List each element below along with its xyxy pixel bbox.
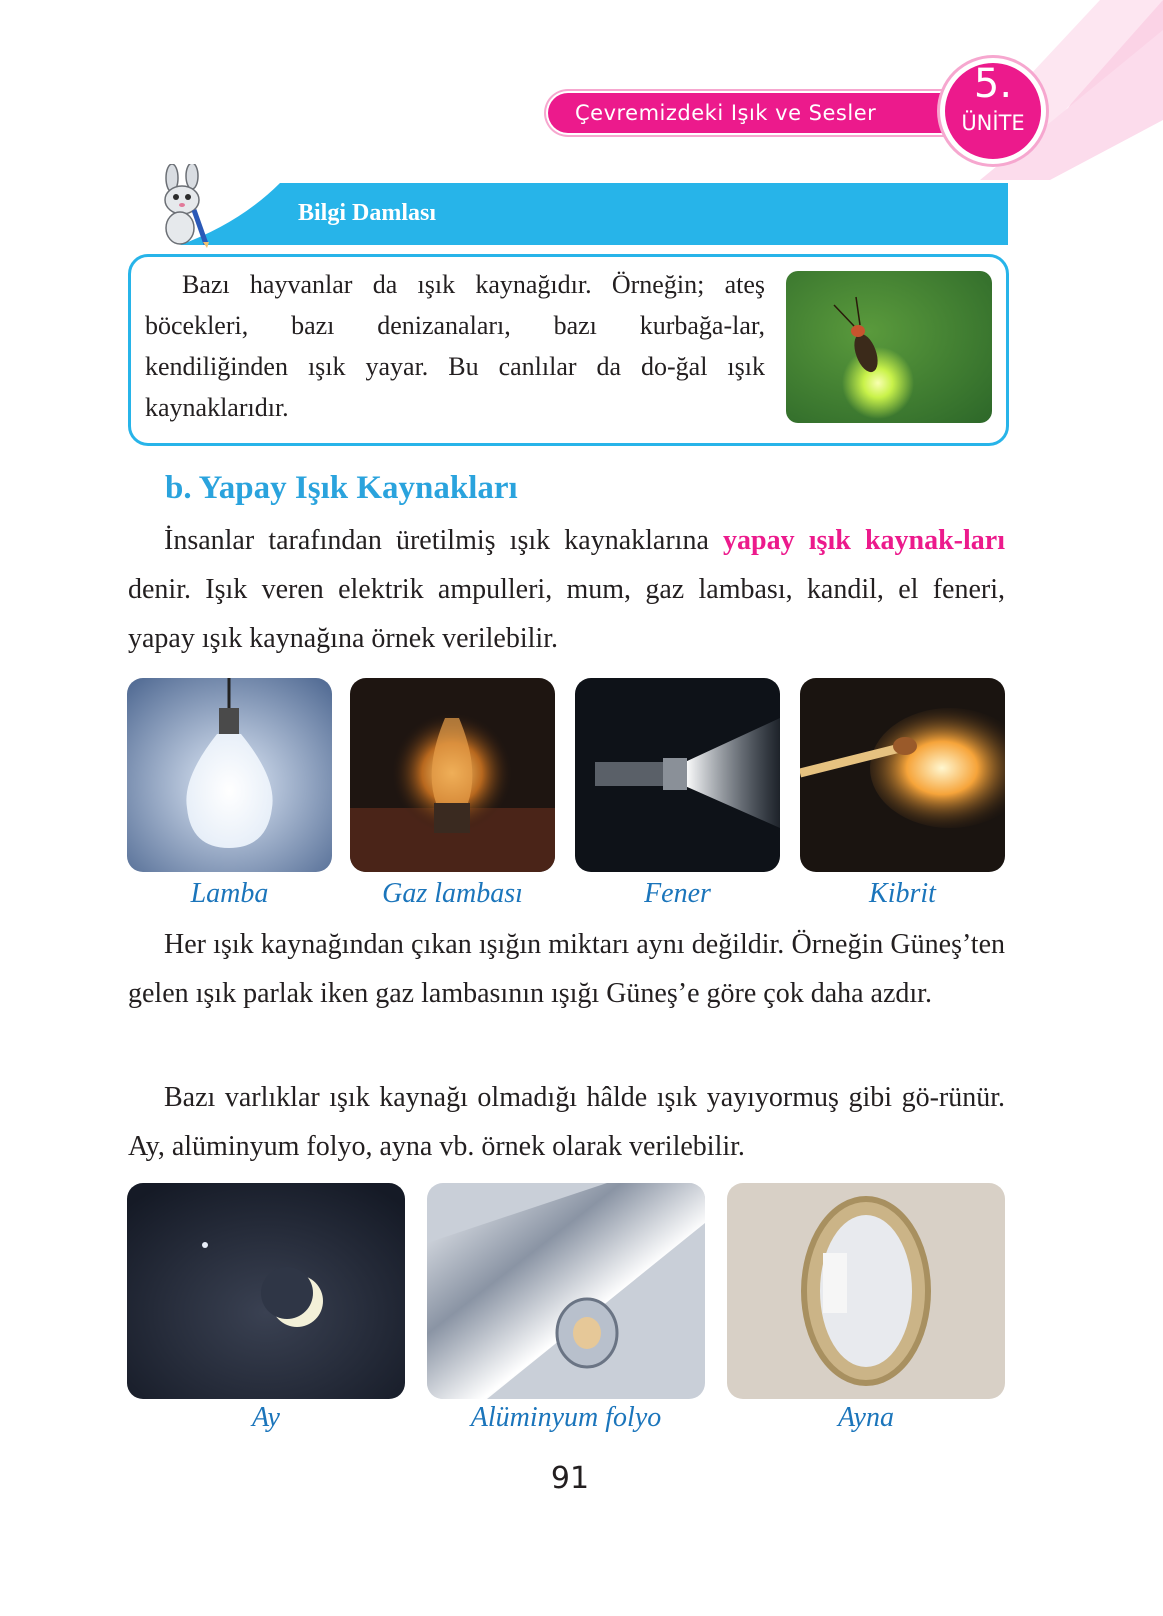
rabbit-mascot-icon (150, 164, 220, 248)
section-heading: b. Yapay Işık Kaynakları (165, 470, 518, 506)
caption-gas-lamp: Gaz lambası (382, 878, 523, 909)
caption-match: Kibrit (869, 878, 936, 909)
caption-flashlight: Fener (644, 878, 711, 909)
caption-moon: Ay (252, 1402, 280, 1433)
caption-foil: Alüminyum folyo (470, 1402, 662, 1433)
para1-text-end: denir. Işık veren elektrik ampulleri, mum, gaz lambası, kandil, el feneri, yapay ışık kaynağına örnek verilebilir. (128, 574, 1005, 654)
term-highlight: yapay ışık kaynak-ları (723, 525, 1005, 556)
paragraph-reflectors: Bazı varlıklar ışık kaynağı olmadığı hâlde ışık yayıyormuş gibi gö-rünür. Ay, alüminyum folyo, ayna vb. örnek olarak verilebilir. (128, 1082, 1005, 1162)
caption-lamp: Lamba (190, 878, 269, 909)
moon-photo (127, 1183, 405, 1399)
lamp-photo (127, 678, 332, 872)
match-photo (800, 678, 1005, 872)
firefly-photo (786, 271, 992, 423)
para1-text: İnsanlar tarafından üretilmiş ışık kaynaklarına (164, 525, 724, 556)
info-box-title: Bilgi Damlası (298, 200, 437, 226)
info-box-text: Bazı hayvanlar da ışık kaynağıdır. Örneğin; ateş böcekleri, bazı denizanaları, bazı kurbağa-lar, kendiliğinden ışık yayar. Bu canlılar da do-ğal ışık kaynaklarıdır. (145, 270, 765, 422)
unit-title: Çevremizdeki Işık ve Sesler (575, 101, 877, 125)
foil-photo (427, 1183, 705, 1399)
caption-mirror: Ayna (838, 1402, 894, 1433)
paragraph-light-amount: Her ışık kaynağından çıkan ışığın miktarı aynı değildir. Örneğin Güneş’ten gelen ışık parlak iken gaz lambasının ışığı Güneş’e göre çok daha azdır. (128, 929, 1005, 1009)
flashlight-photo (575, 678, 780, 872)
page-number: 91 (550, 1461, 590, 1496)
unit-label: ÜNİTE (961, 111, 1025, 135)
mirror-photo (727, 1183, 1005, 1399)
paragraph-artificial-sources (128, 516, 1005, 663)
unit-number: 5. (973, 61, 1013, 107)
gas-lamp-photo (350, 678, 555, 872)
